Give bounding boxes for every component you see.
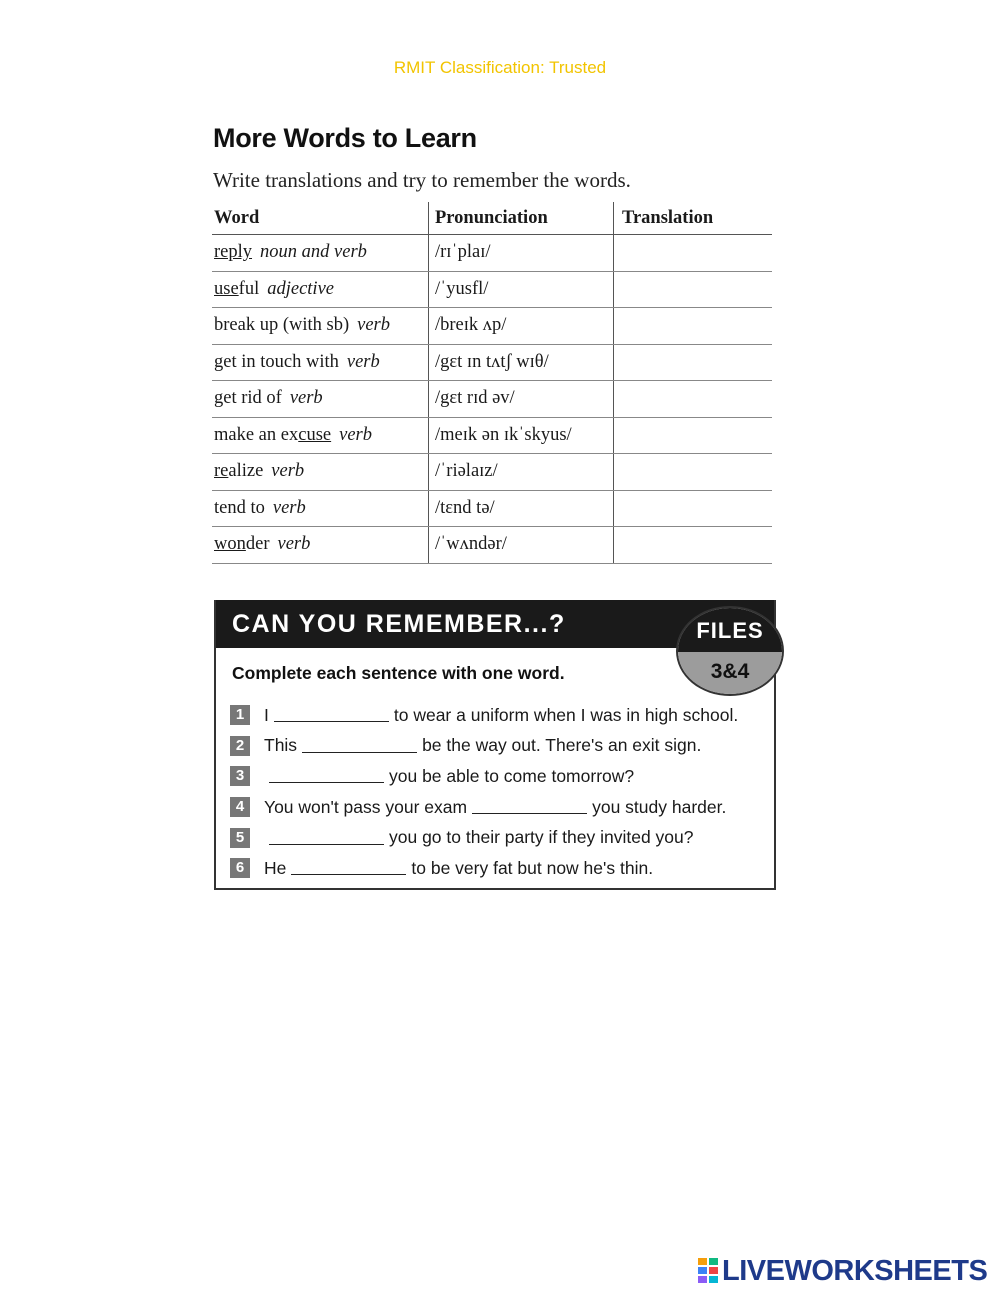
header-pronunciation: Pronunciation: [429, 202, 614, 235]
word-text-pre: break up (with sb): [214, 315, 350, 336]
part-of-speech: adjective: [267, 278, 334, 299]
part-of-speech: verb: [277, 534, 311, 555]
table-row: [212, 235, 772, 272]
word-cell: [212, 490, 429, 527]
pronunciation-cell: /ˈyusfl/: [429, 271, 614, 308]
sentence-text-before: This: [264, 735, 298, 756]
table-row: [212, 490, 772, 527]
sentence-number: 2: [230, 736, 250, 756]
translation-cell[interactable]: [614, 344, 773, 381]
word-text-u: re: [214, 461, 229, 482]
table-row: [212, 454, 772, 491]
sentence-text-after: you be able to come tomorrow?: [389, 765, 635, 786]
sentence-item: [230, 731, 738, 762]
liveworksheets-logo[interactable]: [698, 1256, 987, 1286]
translation-cell[interactable]: [614, 490, 773, 527]
word-cell: [212, 344, 429, 381]
word-text-pre: make an ex: [214, 424, 299, 445]
word-text-u: use: [214, 278, 239, 299]
vocabulary-table: [212, 202, 772, 564]
word-text-post: alize: [228, 461, 264, 482]
part-of-speech: verb: [271, 461, 305, 482]
sentence-number: 3: [230, 766, 250, 786]
part-of-speech: noun and verb: [260, 242, 367, 263]
translation-cell[interactable]: [614, 381, 773, 418]
table-row: [212, 417, 772, 454]
sentence-number: 5: [230, 828, 250, 848]
translation-cell[interactable]: [614, 417, 773, 454]
sentence-item: [230, 761, 738, 792]
files-badge: [676, 606, 784, 696]
word-text-pre: tend to: [214, 497, 265, 518]
sentence-list: [230, 700, 738, 884]
word-cell: [212, 417, 429, 454]
translation-cell[interactable]: [614, 308, 773, 345]
section-subtitle: Write translations and try to remember the words.: [213, 168, 631, 192]
sentence-item: [230, 792, 738, 823]
pronunciation-cell: /gɛt ɪn tʌtʃ wɪθ/: [429, 344, 614, 381]
word-text-u: cuse: [298, 424, 332, 445]
part-of-speech: verb: [357, 315, 390, 336]
classification-label: RMIT Classification: Trusted: [393, 58, 607, 77]
header-translation: Translation: [614, 202, 773, 235]
sentence-item: [230, 700, 738, 731]
sentence-text-after: to be very fat but now he's thin.: [411, 857, 654, 878]
word-cell: [212, 527, 429, 564]
box-header: CAN YOU REMEMBER...?: [216, 600, 774, 648]
sentence-text-after: be the way out. There's an exit sign.: [422, 735, 702, 756]
liveworksheets-logo-icon: [698, 1258, 720, 1284]
logo-text: LIVEWORKSHEETS: [722, 1254, 988, 1287]
pronunciation-cell: /tɛnd tə/: [429, 490, 614, 527]
section-title: More Words to Learn: [213, 123, 477, 153]
sentence-text-before: I: [264, 704, 269, 725]
pronunciation-cell: /meɪk ən ɪkˈskyus/: [429, 417, 614, 454]
table-row: [212, 344, 772, 381]
pronunciation-cell: /breɪk ʌp/: [429, 308, 614, 345]
word-cell: [212, 308, 429, 345]
pronunciation-cell: /ˈwʌndər/: [429, 527, 614, 564]
word-text-pre: get rid of: [214, 388, 282, 409]
word-text-post: der: [245, 534, 270, 555]
pronunciation-cell: /rɪˈplaɪ/: [429, 235, 614, 272]
sentence-text-after: to wear a uniform when I was in high school.: [393, 704, 739, 725]
sentence-item: [230, 822, 738, 853]
sentence-number: 6: [230, 858, 250, 878]
answer-blank[interactable]: [302, 751, 417, 753]
translation-cell[interactable]: [614, 271, 773, 308]
word-cell: [212, 381, 429, 418]
badge-files-number: 3&4: [678, 652, 782, 696]
exercise-instruction: Complete each sentence with one word.: [232, 663, 565, 683]
answer-blank[interactable]: [269, 843, 384, 845]
translation-cell[interactable]: [614, 235, 773, 272]
part-of-speech: verb: [289, 388, 323, 409]
sentence-number: 4: [230, 797, 250, 817]
part-of-speech: verb: [346, 351, 380, 372]
table-row: [212, 527, 772, 564]
answer-blank[interactable]: [291, 873, 406, 875]
word-cell: [212, 235, 429, 272]
sentence-text-after: you go to their party if they invited you?: [389, 827, 694, 848]
translation-cell[interactable]: [614, 527, 773, 564]
pronunciation-cell: /ˈriəlaɪz/: [429, 454, 614, 491]
translation-cell[interactable]: [614, 454, 773, 491]
pronunciation-cell: /gɛt rɪd əv/: [429, 381, 614, 418]
word-cell: [212, 454, 429, 491]
table-header-row: [212, 202, 772, 235]
answer-blank[interactable]: [274, 720, 389, 722]
word-text-u: won: [214, 534, 246, 555]
table-row: [212, 308, 772, 345]
sentence-text-before: You won't pass your exam: [264, 796, 468, 817]
part-of-speech: verb: [272, 497, 306, 518]
word-text-post: ful: [238, 278, 260, 299]
word-text-u: reply: [214, 242, 253, 263]
badge-files-label: FILES: [678, 608, 782, 652]
word-cell: [212, 271, 429, 308]
table-row: [212, 381, 772, 418]
sentence-text-after: you study harder.: [592, 796, 727, 817]
sentence-text-before: He: [264, 857, 287, 878]
header-word: Word: [212, 202, 429, 235]
answer-blank[interactable]: [269, 781, 384, 783]
answer-blank[interactable]: [472, 812, 587, 814]
sentence-item: [230, 853, 738, 884]
part-of-speech: verb: [339, 424, 372, 445]
table-row: [212, 271, 772, 308]
word-text-pre: get in touch with: [214, 351, 339, 372]
sentence-number: 1: [230, 705, 250, 725]
